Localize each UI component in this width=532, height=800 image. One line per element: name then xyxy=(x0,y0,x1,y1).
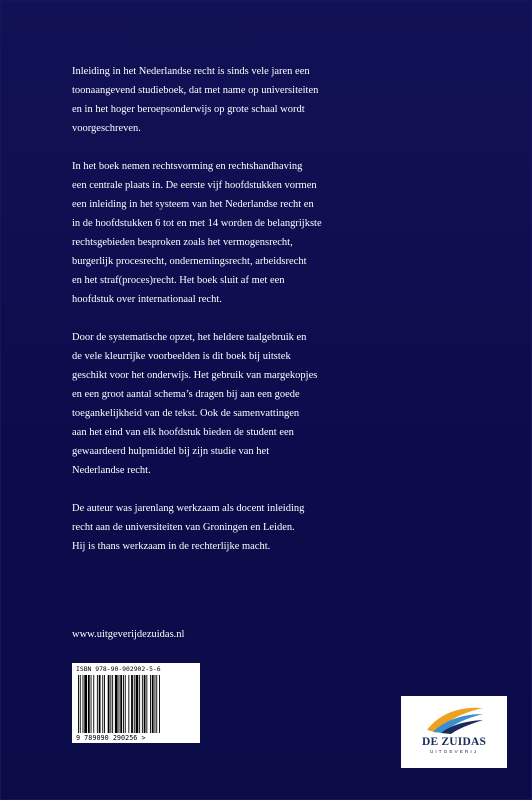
publisher-subtitle: UITGEVERIJ xyxy=(429,750,479,755)
blurb-paragraph-4: De auteur was jarenlang werkzaam als docent inleiding recht aan de universiteiten van Groningen en Leiden. Hij is thans werkzaam in de rechterlijke macht. xyxy=(72,503,305,552)
publisher-logo xyxy=(401,696,507,768)
isbn-barcode xyxy=(72,663,200,743)
publisher-website: www.uitgeverijdezuidas.nl xyxy=(72,629,185,640)
publisher-name: DE ZUIDAS xyxy=(421,736,487,748)
wave-logo-icon xyxy=(425,704,485,734)
isbn-label: ISBN 978-90-902902-5-6 xyxy=(76,665,161,673)
blurb xyxy=(72,62,372,575)
barcode-digits: 9 789090 290256 > xyxy=(76,734,146,742)
blurb-paragraph-1: Inleiding in het Nederlandse recht is sinds vele jaren een toonaangevend studieboek, dat met name op universiteiten en in het hoger beroepsonderwijs op grote schaal wordt voorgeschreven. xyxy=(72,66,319,134)
blurb-paragraph-3: Door de systematische opzet, het heldere taalgebruik en de vele kleurrijke voorbeelden is dit boek bij uitstek geschikt voor het onderwijs. Het gebruik van margekopjes en een groot aantal schema’s dragen bij aan een goede toegankelijkheid van de tekst. Ook de samenvattingen aan het eind van elk hoofdstuk bieden de student een gewaardeerd hulpmiddel bij zijn studie van het Nederlandse recht. xyxy=(72,332,318,476)
blurb-paragraph-2: In het boek nemen rechtsvorming en rechtshandhaving een centrale plaats in. De eerste vijf hoofdstukken vormen een inleiding in het systeem van het Nederlandse recht en in de hoofdstukken 6 tot en met 14 worden de belangrijkste rechtsgebieden besproken zoals het vermogensrecht, burgerlijk procesrecht, ondernemingsrecht, arbeidsrecht en het straf(proces)recht. Het boek sluit af met een hoofdstuk over internationaal recht. xyxy=(72,161,322,305)
barcode-bars xyxy=(76,675,196,733)
